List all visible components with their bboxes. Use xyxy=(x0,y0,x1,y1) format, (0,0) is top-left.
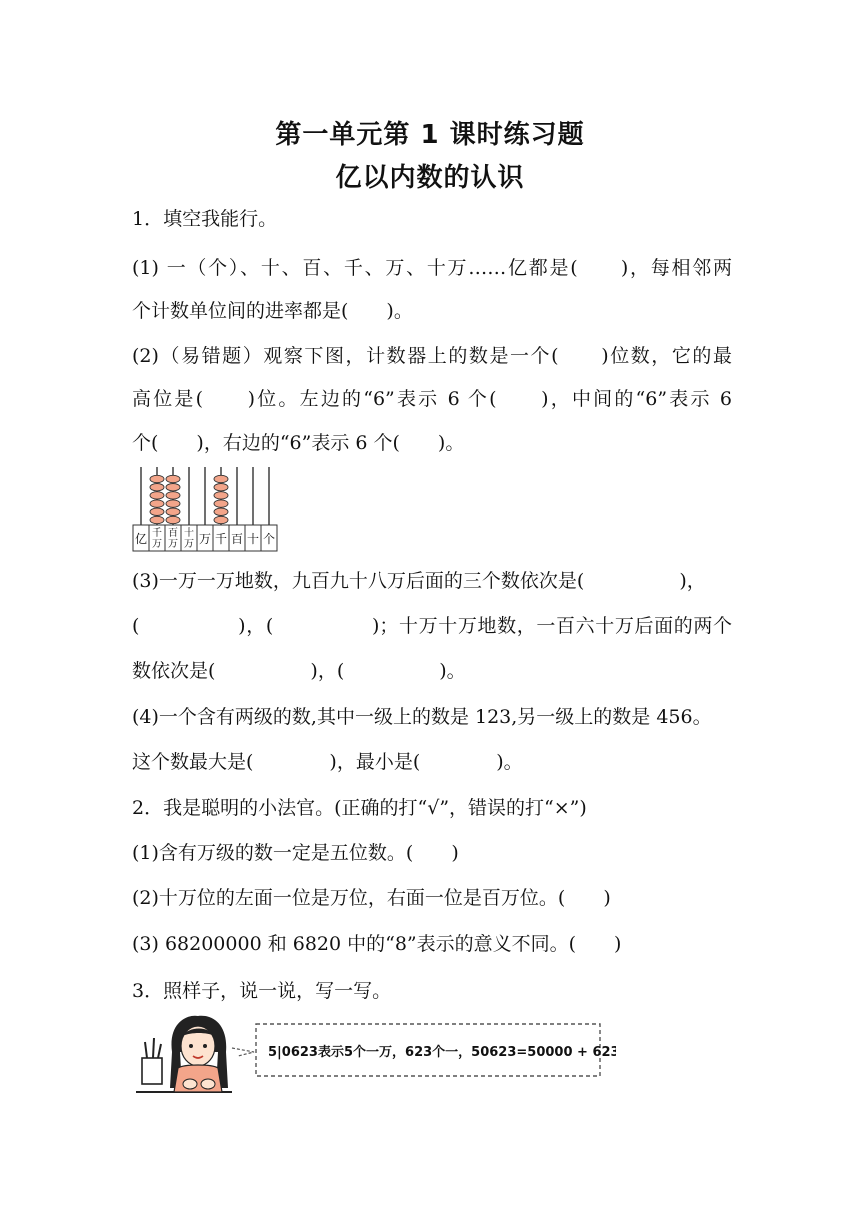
abacus-bead xyxy=(214,500,228,507)
q2-1: (1)含有万级的数一定是五位数。( ) xyxy=(132,842,459,864)
abacus-place-label: 千 xyxy=(214,532,228,546)
abacus-bead xyxy=(214,475,228,482)
abacus-place-label: 千 xyxy=(152,528,162,539)
abacus-place-label: 万 xyxy=(198,532,212,546)
abacus-place-label: 万 xyxy=(168,539,178,550)
section2-heading: 2．我是聪明的小法官。(正确的打“√”，错误的打“×”) xyxy=(132,797,587,819)
abacus-place-label: 亿 xyxy=(134,532,148,546)
abacus-place-label: 个 xyxy=(262,532,276,546)
q1-3-line2: ( )，( )；十万十万地数，一百六十万后面的两个 xyxy=(132,615,732,637)
q1-2-line3: 个( )，右边的“6”表示 6 个( )。 xyxy=(132,432,465,454)
section3-heading: 3．照样子，说一说，写一写。 xyxy=(132,980,392,1002)
abacus-place-label: 百 xyxy=(168,528,178,539)
abacus-bead xyxy=(150,500,164,507)
abacus-bead xyxy=(166,475,180,482)
abacus-bead xyxy=(166,516,180,523)
abacus-figure xyxy=(132,465,278,555)
abacus-place-label: 万 xyxy=(184,539,194,550)
example-text: 5|0623表示5个一万，623个一，50623=50000 + 623。 xyxy=(268,1045,616,1060)
abacus-bead xyxy=(166,492,180,499)
abacus-svg xyxy=(132,465,278,555)
q1-4-line2: 这个数最大是( )，最小是( )。 xyxy=(132,751,523,773)
q1-3-line1: (3)一万一万地数，九百九十八万后面的三个数依次是( )， xyxy=(132,570,706,592)
q1-3-line3: 数依次是( )，( )。 xyxy=(132,660,466,682)
girl-illustration xyxy=(136,1012,616,1100)
abacus-place-label: 百 xyxy=(230,532,244,546)
abacus-bead xyxy=(150,492,164,499)
section1-heading: 1．填空我能行。 xyxy=(132,208,278,230)
q1-4-line1: (4)一个含有两级的数,其中一级上的数是 123,另一级上的数是 456。 xyxy=(132,706,712,728)
abacus-bead xyxy=(150,475,164,482)
abacus-bead xyxy=(150,508,164,515)
abacus-bead xyxy=(150,484,164,491)
page-title: 第一单元第 1 课时练习题 xyxy=(275,120,585,150)
abacus-bead xyxy=(166,484,180,491)
abacus-bead xyxy=(166,500,180,507)
q1-2-line2: 高位是( )位。左边的“6”表示 6 个( )，中间的“6”表示 6 xyxy=(132,388,732,410)
abacus-place-label: 十 xyxy=(246,532,260,546)
abacus-place-label: 万 xyxy=(152,539,162,550)
example-illustration xyxy=(136,1012,616,1100)
page-subtitle: 亿以内数的认识 xyxy=(335,163,525,193)
abacus-bead xyxy=(150,516,164,523)
q1-1-line2: 个计数单位间的进率都是( )。 xyxy=(132,300,413,322)
q1-2-line1: (2)（易错题）观察下图，计数器上的数是一个( )位数，它的最 xyxy=(132,345,732,367)
q2-3: (3) 68200000 和 6820 中的“8”表示的意义不同。( ) xyxy=(132,933,622,955)
q1-1-line1: (1) 一（个）、十、百、千、万、十万……亿都是( )，每相邻两 xyxy=(132,257,732,279)
abacus-bead xyxy=(166,508,180,515)
abacus-bead xyxy=(214,508,228,515)
q2-2: (2)十万位的左面一位是万位，右面一位是百万位。( ) xyxy=(132,887,611,909)
abacus-place-label: 十 xyxy=(184,528,194,539)
abacus-bead xyxy=(214,516,228,523)
abacus-bead xyxy=(214,484,228,491)
abacus-bead xyxy=(214,492,228,499)
